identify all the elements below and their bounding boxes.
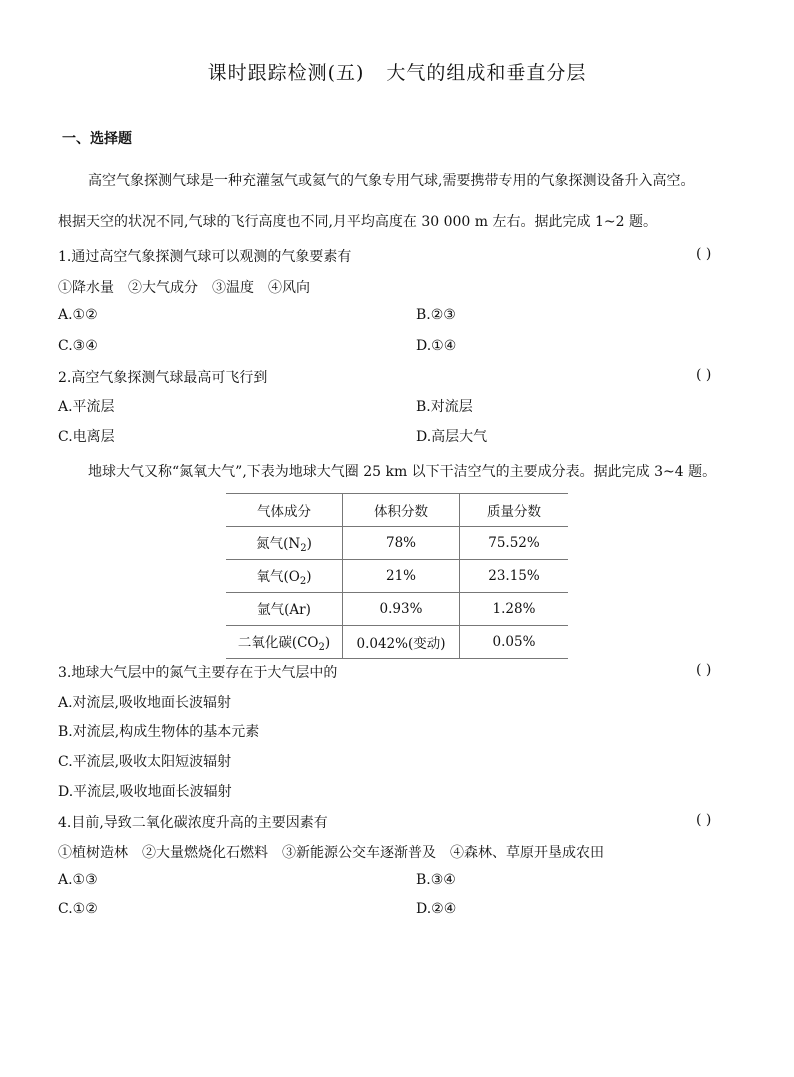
- table-row: [226, 626, 568, 659]
- table-cell-volume: 21%: [343, 560, 460, 593]
- q1-option-b: B.②③: [416, 307, 456, 323]
- table-row: [226, 527, 568, 560]
- table-cell-mass: 23.15%: [460, 560, 569, 593]
- q4-item-1: ①植树造林: [58, 845, 128, 861]
- section-heading: 一、选择题: [62, 131, 132, 147]
- table-cell-mass: 75.52%: [460, 527, 569, 560]
- table-header-row: [226, 494, 568, 527]
- q2-option-d: D.高层大气: [416, 429, 488, 445]
- q1-item-4: ④风向: [268, 280, 310, 296]
- q3-option-a: A.对流层,吸收地面长波辐射: [58, 695, 232, 711]
- q1-answer-paren: ( ): [696, 246, 712, 262]
- table-cell-volume: 0.93%: [343, 593, 460, 626]
- table-row: [226, 560, 568, 593]
- q4-option-b: B.③④: [416, 872, 456, 888]
- q3-option-c: C.平流层,吸收太阳短波辐射: [58, 754, 232, 770]
- q1-item-2: ②大气成分: [128, 280, 198, 296]
- page-title: [0, 58, 794, 85]
- passage1-line1: 高空气象探测气球是一种充灌氢气或氦气的气象专用气球,需要携带专用的气象探测设备升入高空。: [88, 173, 695, 189]
- passage2: 地球大气又称“氮氧大气”,下表为地球大气圈 25 km 以下干洁空气的主要成分表。据此完成 3~4 题。: [88, 464, 717, 480]
- table-row: [226, 593, 568, 626]
- q1-option-a: A.①②: [58, 307, 98, 323]
- table-header-mass: 质量分数: [460, 494, 569, 527]
- table-cell-mass: 1.28%: [460, 593, 569, 626]
- q4-answer-paren: ( ): [696, 812, 712, 828]
- q4-stem: 4.目前,导致二氧化碳浓度升高的主要因素有: [58, 815, 328, 831]
- table-cell-volume: 78%: [343, 527, 460, 560]
- q1-option-d: D.①④: [416, 338, 457, 354]
- table-cell-mass: 0.05%: [460, 626, 569, 659]
- title-main: 课时跟踪检测(五): [207, 62, 365, 84]
- q2-answer-paren: ( ): [696, 367, 712, 383]
- table-cell-gas: 氮气$(N_2)$: [226, 527, 343, 560]
- q1-item-1: ①降水量: [58, 280, 114, 296]
- q4-item-3: ③新能源公交车逐渐普及: [282, 845, 436, 861]
- q1-items: [58, 277, 310, 297]
- table-cell-gas: 二氧化碳$(CO_2)$: [226, 626, 343, 659]
- q1-stem: 1.通过高空气象探测气球可以观测的气象要素有: [58, 249, 352, 265]
- q4-item-2: ②大量燃烧化石燃料: [142, 845, 268, 861]
- q4-option-a: A.①③: [58, 872, 98, 888]
- q3-option-d: D.平流层,吸收地面长波辐射: [58, 784, 232, 800]
- q4-item-4: ④森林、草原开垦成农田: [450, 845, 604, 861]
- table-cell-gas: 氩气(Ar): [226, 593, 343, 626]
- passage1-line2: 根据天空的状况不同,气球的飞行高度也不同,月平均高度在 30 000 m 左右。据此完成 1~2 题。: [58, 214, 657, 230]
- q1-item-3: ③温度: [212, 280, 254, 296]
- q2-stem: 2.高空气象探测气球最高可飞行到: [58, 370, 268, 386]
- table-header-gas: 气体成分: [226, 494, 343, 527]
- title-sub: 大气的组成和垂直分层: [386, 62, 587, 84]
- q2-option-c: C.电离层: [58, 429, 115, 445]
- q4-option-c: C.①②: [58, 901, 98, 917]
- table-cell-gas: 氧气$(O_2)$: [226, 560, 343, 593]
- q2-option-b: B.对流层: [416, 399, 473, 415]
- air-composition-table: [226, 493, 568, 659]
- q4-items: [58, 842, 604, 862]
- q1-option-c: C.③④: [58, 338, 98, 354]
- q3-stem: 3.地球大气层中的氮气主要存在于大气层中的: [58, 665, 338, 681]
- q4-option-d: D.②④: [416, 901, 457, 917]
- q3-option-b: B.对流层,构成生物体的基本元素: [58, 724, 260, 740]
- q3-answer-paren: ( ): [696, 662, 712, 678]
- table-header-volume: 体积分数: [343, 494, 460, 527]
- table-cell-volume: 0.042%(变动): [343, 626, 460, 659]
- q2-option-a: A.平流层: [58, 399, 115, 415]
